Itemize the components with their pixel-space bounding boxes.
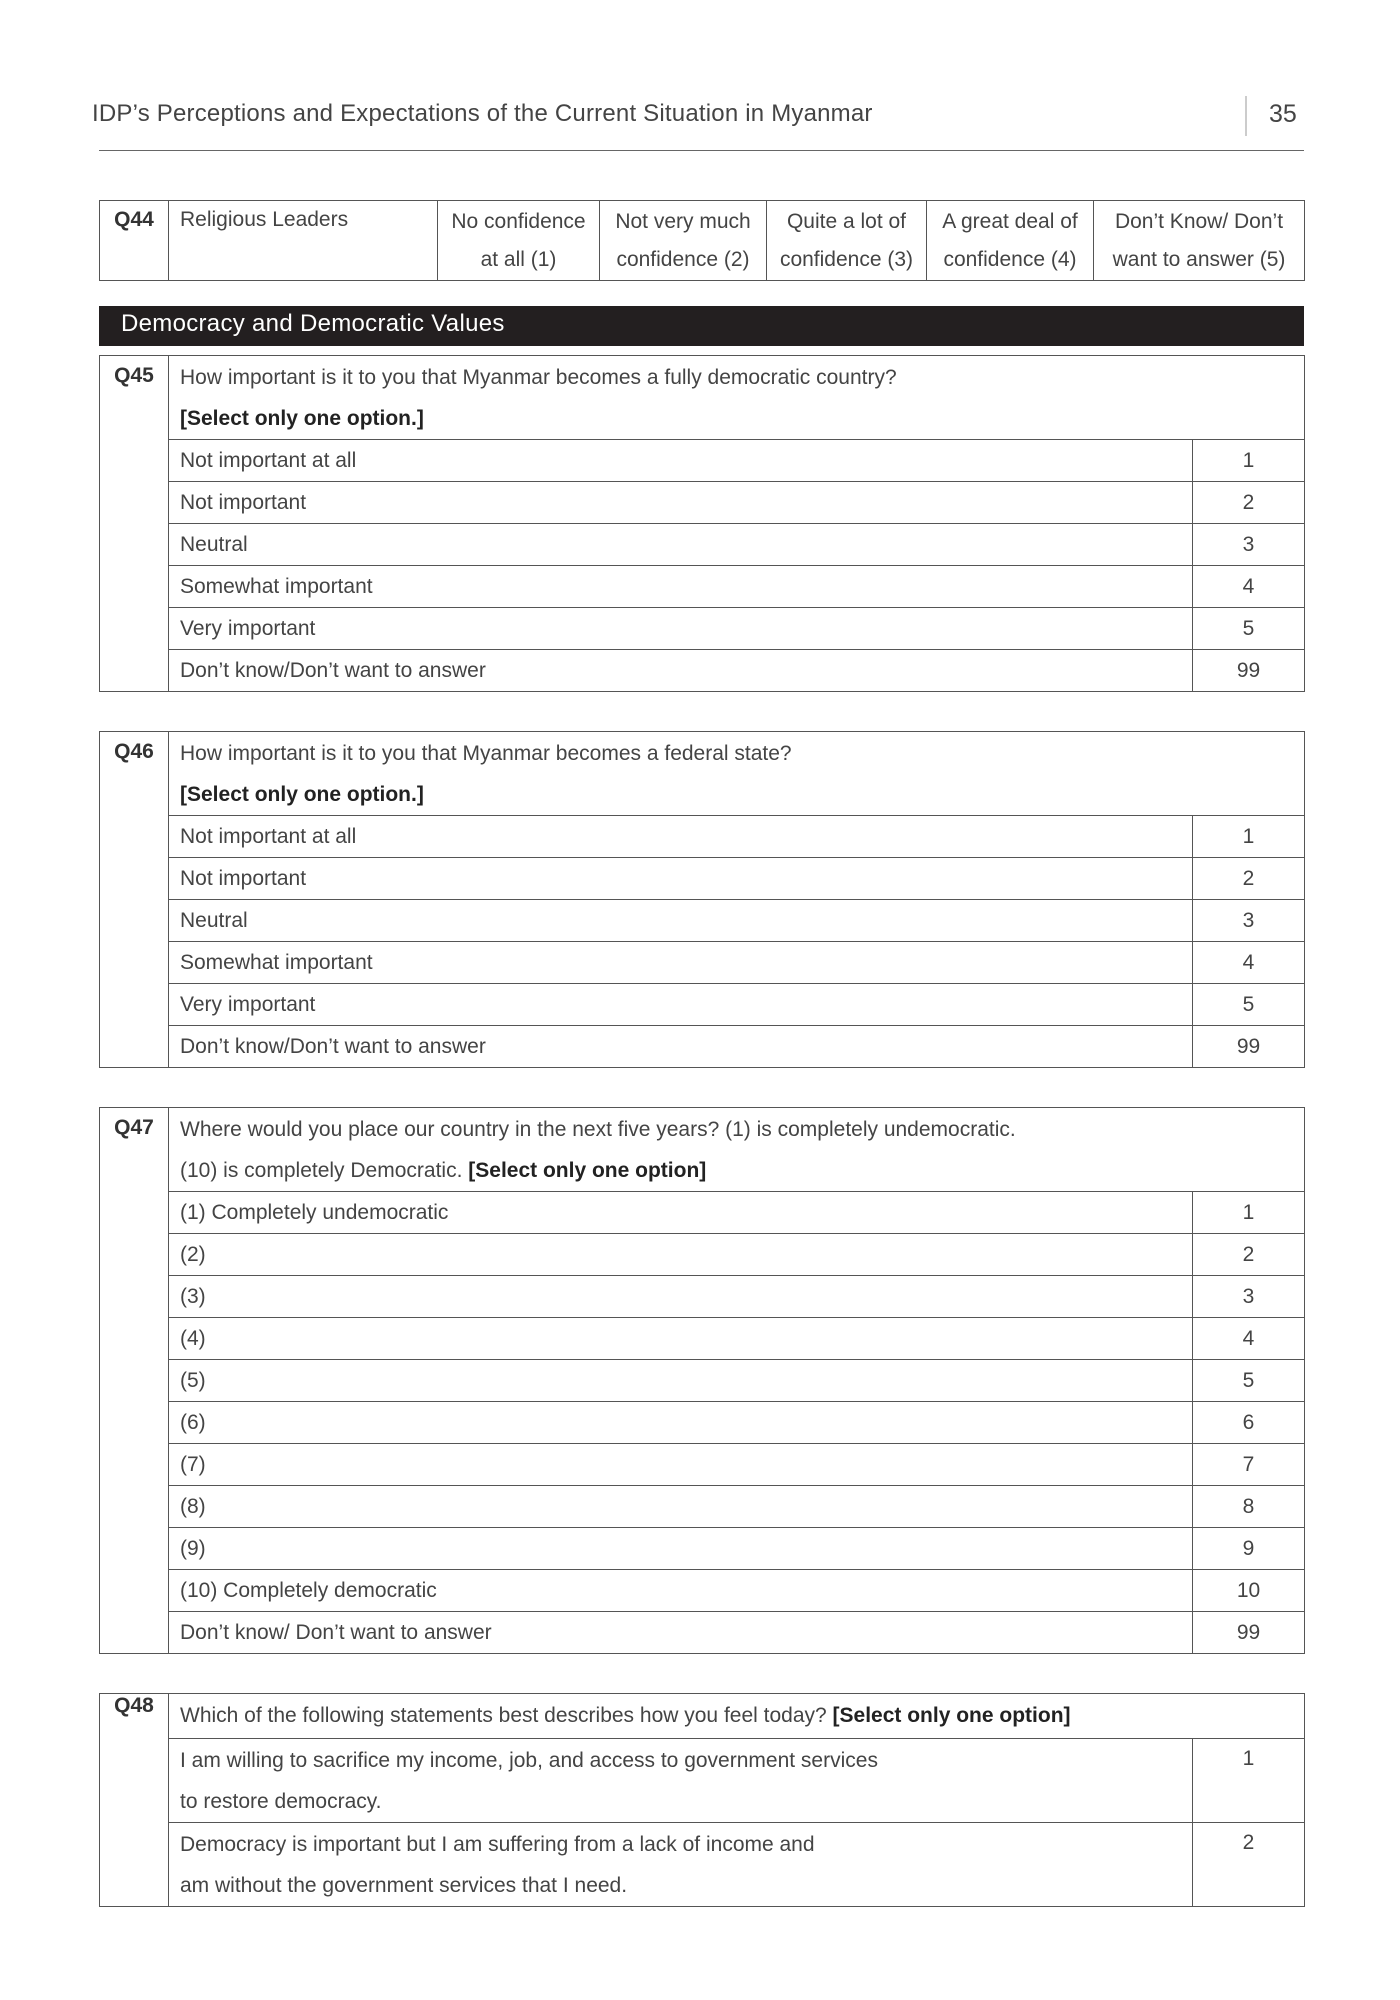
option-label: (5) — [169, 1360, 1193, 1402]
option-label: Don’t know/Don’t want to answer — [169, 1026, 1193, 1068]
option-code: 99 — [1193, 650, 1305, 692]
option-label: Somewhat important — [169, 566, 1193, 608]
option-label: Don’t know/ Don’t want to answer — [169, 1612, 1193, 1654]
option-row[interactable] — [100, 1192, 1305, 1234]
option-row[interactable] — [100, 1570, 1305, 1612]
scale-option-text: confidence (3) — [779, 247, 914, 271]
option-code: 4 — [1193, 1318, 1305, 1360]
question-number: Q45 — [100, 356, 169, 692]
option-label: Neutral — [169, 900, 1193, 942]
header-divider — [1245, 96, 1247, 136]
question-prompt: How important is it to you that Myanmar becomes a fully democratic country? — [180, 366, 897, 389]
option-row[interactable] — [100, 1739, 1305, 1823]
option-label — [169, 1823, 1193, 1907]
question-text — [169, 1108, 1305, 1192]
option-label: Neutral — [169, 524, 1193, 566]
option-text: Democracy is important but I am suffering from a lack of income and — [180, 1833, 815, 1856]
option-code: 7 — [1193, 1444, 1305, 1486]
question-prompt: How important is it to you that Myanmar becomes a federal state? — [180, 742, 792, 765]
option-label: (2) — [169, 1234, 1193, 1276]
scale-option-text: No confidence — [451, 209, 586, 233]
option-row[interactable] — [100, 1612, 1305, 1654]
option-row[interactable] — [100, 1486, 1305, 1528]
question-instruction: [Select only one option] — [832, 1704, 1071, 1727]
q46-table — [99, 731, 1305, 1068]
page-header — [92, 96, 1304, 152]
question-text — [169, 356, 1305, 440]
question-prompt: (10) is completely Democratic. — [180, 1159, 463, 1182]
question-label: Religious Leaders — [169, 201, 438, 281]
option-code: 1 — [1193, 1192, 1305, 1234]
option-code: 4 — [1193, 942, 1305, 984]
scale-option-text: at all (1) — [480, 247, 557, 271]
option-label: (4) — [169, 1318, 1193, 1360]
question-text — [169, 1694, 1305, 1739]
option-code: 8 — [1193, 1486, 1305, 1528]
question-number: Q44 — [100, 201, 169, 281]
section-heading — [99, 306, 1304, 346]
option-code: 4 — [1193, 566, 1305, 608]
option-row[interactable] — [100, 1234, 1305, 1276]
option-code: 5 — [1193, 608, 1305, 650]
option-row[interactable] — [100, 942, 1305, 984]
option-label: Don’t know/Don’t want to answer — [169, 650, 1193, 692]
option-label — [169, 1739, 1193, 1823]
scale-option-4[interactable] — [927, 201, 1094, 281]
q45-table — [99, 355, 1305, 692]
option-row[interactable] — [100, 1402, 1305, 1444]
option-label: (3) — [169, 1276, 1193, 1318]
header-rule — [99, 150, 1304, 151]
option-row[interactable] — [100, 1026, 1305, 1068]
option-row[interactable] — [100, 1318, 1305, 1360]
option-row[interactable] — [100, 524, 1305, 566]
option-code: 2 — [1193, 1823, 1305, 1907]
scale-option-text: confidence (2) — [616, 247, 750, 271]
scale-option-text: Not very much — [615, 209, 751, 233]
question-instruction: [Select only one option.] — [180, 783, 424, 806]
q47-table — [99, 1107, 1305, 1654]
q48-table — [99, 1693, 1305, 1907]
scale-option-text: Quite a lot of — [786, 209, 907, 233]
option-label: (10) Completely democratic — [169, 1570, 1193, 1612]
option-label: Not important at all — [169, 816, 1193, 858]
option-label: (9) — [169, 1528, 1193, 1570]
option-label: (7) — [169, 1444, 1193, 1486]
option-text: I am willing to sacrifice my income, job, and access to government services — [180, 1749, 878, 1772]
scale-option-2[interactable] — [600, 201, 767, 281]
option-code: 6 — [1193, 1402, 1305, 1444]
option-row[interactable] — [100, 1276, 1305, 1318]
option-code: 99 — [1193, 1026, 1305, 1068]
question-number: Q48 — [100, 1694, 169, 1907]
scale-option-text: confidence (4) — [943, 247, 1077, 271]
question-number: Q46 — [100, 732, 169, 1068]
scale-option-text: A great deal of — [942, 209, 1078, 233]
option-code: 2 — [1193, 1234, 1305, 1276]
option-row[interactable] — [100, 816, 1305, 858]
option-code: 99 — [1193, 1612, 1305, 1654]
scale-option-text: Don’t Know/ Don’t — [1114, 209, 1284, 233]
option-code: 1 — [1193, 816, 1305, 858]
option-code: 5 — [1193, 1360, 1305, 1402]
option-label: (6) — [169, 1402, 1193, 1444]
option-code: 1 — [1193, 1739, 1305, 1823]
option-label: Not important — [169, 858, 1193, 900]
option-code: 5 — [1193, 984, 1305, 1026]
option-code: 10 — [1193, 1570, 1305, 1612]
page-number: 35 — [1269, 100, 1297, 128]
section-title: Democracy and Democratic Values — [121, 310, 505, 337]
option-code: 3 — [1193, 524, 1305, 566]
option-row[interactable] — [100, 1823, 1305, 1907]
option-code: 2 — [1193, 482, 1305, 524]
q44-table — [99, 200, 1305, 281]
option-label: Somewhat important — [169, 942, 1193, 984]
option-row[interactable] — [100, 650, 1305, 692]
option-code: 3 — [1193, 900, 1305, 942]
option-row[interactable] — [100, 858, 1305, 900]
option-code: 2 — [1193, 858, 1305, 900]
question-text — [169, 732, 1305, 816]
document-title: IDP’s Perceptions and Expectations of the Current Situation in Myanmar — [92, 100, 873, 127]
option-text: to restore democracy. — [180, 1790, 382, 1813]
option-code: 1 — [1193, 440, 1305, 482]
question-instruction: [Select only one option.] — [180, 407, 424, 430]
option-row[interactable] — [100, 566, 1305, 608]
question-prompt: Where would you place our country in the next five years? (1) is completely undemocratic. — [180, 1118, 1016, 1141]
question-number: Q47 — [100, 1108, 169, 1654]
option-label: Not important — [169, 482, 1193, 524]
option-text: am without the government services that I need. — [180, 1874, 628, 1897]
scale-option-1[interactable] — [438, 201, 600, 281]
option-row[interactable] — [100, 984, 1305, 1026]
option-row[interactable] — [100, 440, 1305, 482]
scale-option-5[interactable] — [1094, 201, 1305, 281]
option-label: Very important — [169, 608, 1193, 650]
option-label: (8) — [169, 1486, 1193, 1528]
scale-option-text: want to answer (5) — [1112, 247, 1286, 271]
option-code: 9 — [1193, 1528, 1305, 1570]
scale-option-3[interactable] — [767, 201, 927, 281]
question-prompt: Which of the following statements best describes how you feel today? — [180, 1704, 827, 1727]
option-label: Very important — [169, 984, 1193, 1026]
option-row[interactable] — [100, 482, 1305, 524]
option-label: (1) Completely undemocratic — [169, 1192, 1193, 1234]
option-label: Not important at all — [169, 440, 1193, 482]
option-row[interactable] — [100, 1528, 1305, 1570]
question-instruction: [Select only one option] — [468, 1159, 707, 1182]
option-row[interactable] — [100, 1444, 1305, 1486]
option-row[interactable] — [100, 900, 1305, 942]
option-row[interactable] — [100, 1360, 1305, 1402]
option-code: 3 — [1193, 1276, 1305, 1318]
option-row[interactable] — [100, 608, 1305, 650]
